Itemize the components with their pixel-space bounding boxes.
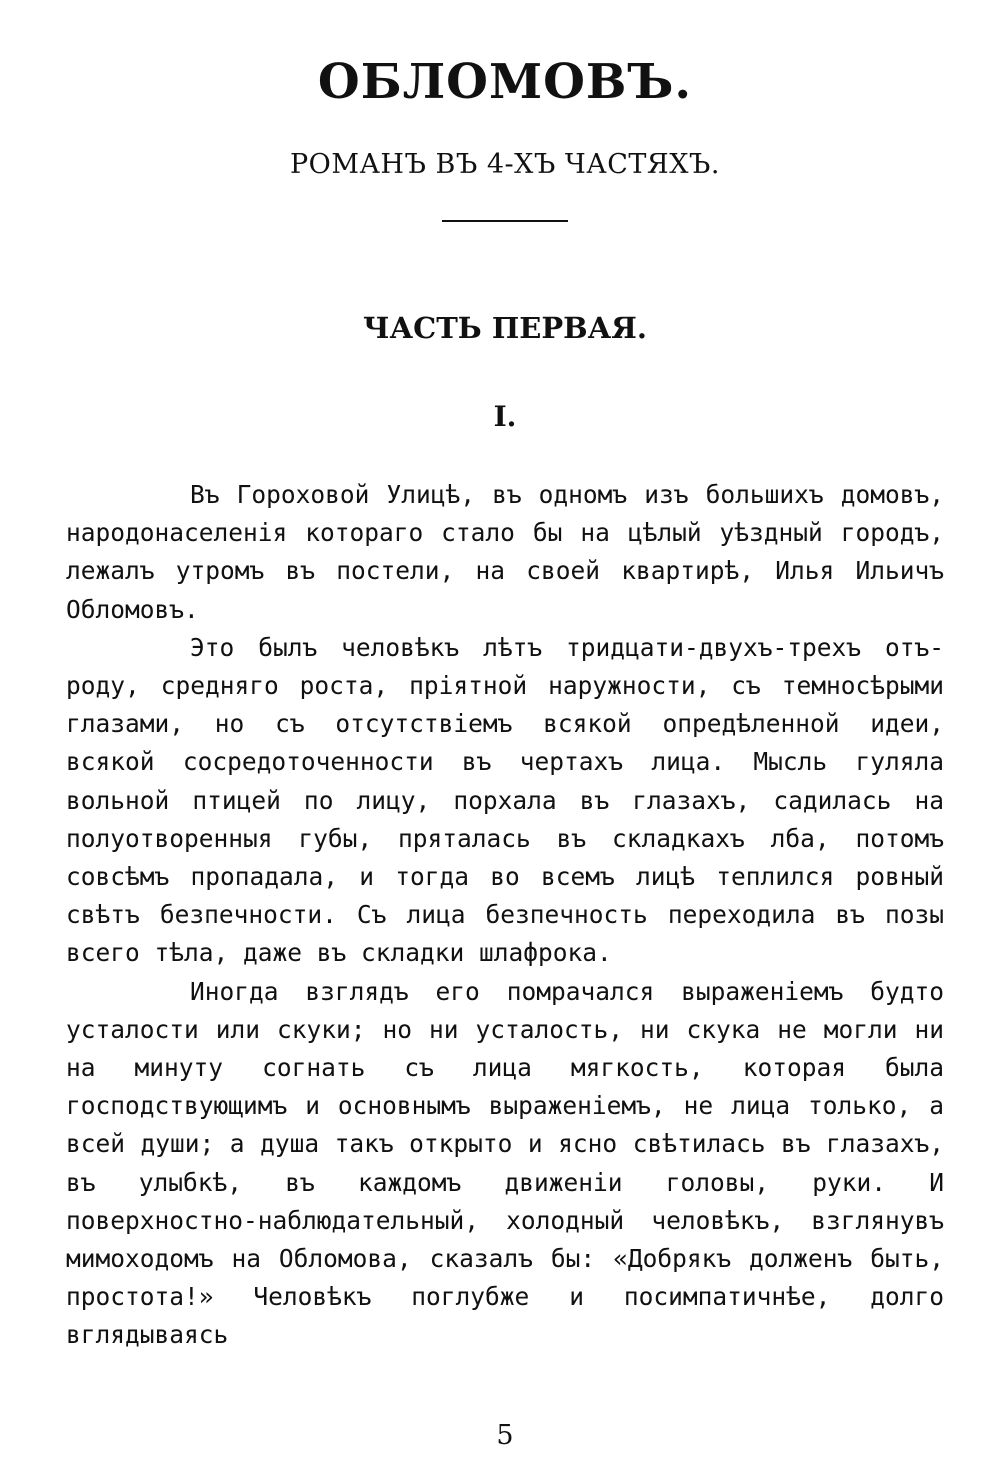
chapter-body	[66, 476, 944, 1355]
title-divider	[442, 220, 568, 222]
book-subtitle: РОМАНЪ ВЪ 4-ХЪ ЧАСТЯХЪ.	[290, 149, 720, 180]
paragraph: Иногда взглядъ его помрачался выраженіемъ будто усталости или скуки; но ни усталость, ни скука не могли ни на минуту согнать съ лица мягкость, которая была господствующимъ и основнымъ выраженіемъ, не лица только, а всей души; а душа такъ открыто и ясно свѣтилась въ глазахъ, въ улыбкѣ, въ каждомъ движеніи головы, руки. И поверхностно-наблюдательный, холодный человѣкъ, взглянувъ мимоходомъ на Обломова, сказалъ бы: «Добрякъ долженъ быть, простота!» Человѣкъ поглубже и посимпатичнѣе, долго вглядываясь	[66, 976, 944, 1350]
paragraph: Въ Гороховой Улицѣ, въ одномъ изъ большихъ домовъ, народонаселенія котораго стало бы на цѣлый уѣздный городъ, лежалъ утромъ въ постели, на своей квартирѣ, Илья Ильичъ Обломовъ.	[66, 480, 944, 624]
part-title: ЧАСТЬ ПЕРВАЯ.	[363, 311, 647, 345]
chapter-number: I.	[493, 400, 517, 433]
page-number: 5	[496, 1420, 514, 1451]
book-title: ОБЛОМОВЪ.	[317, 54, 693, 110]
paragraph: Это былъ человѣкъ лѣтъ тридцати-двухъ-трехъ отъ-роду, средняго роста, пріятной наружности, съ темносѣрыми глазами, но съ отсутствіемъ всякой опредѣленной идеи, всякой сосредоточенности въ чертахъ лица. Мысль гуляла вольной птицей по лицу, порхала въ глазахъ, садилась на полуотворенныя губы, пряталась въ складкахъ лба, потомъ совсѣмъ пропадала, и тогда во всемъ лицѣ теплился ровный свѣтъ безпечности. Съ лица безпечность переходила въ позы всего тѣла, даже въ складки шлафрока.	[66, 632, 944, 968]
